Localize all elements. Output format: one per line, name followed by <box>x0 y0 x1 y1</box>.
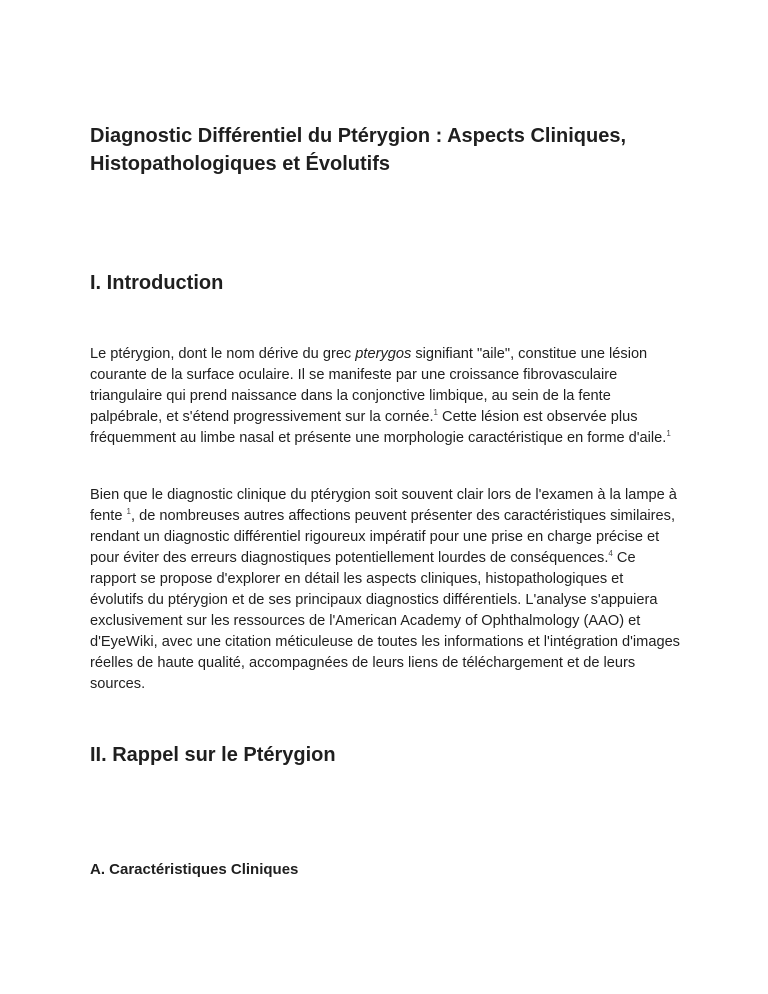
footnote-ref[interactable]: 4 <box>608 549 613 559</box>
section-heading-introduction: I. Introduction <box>90 272 224 294</box>
text-run: Ce rapport se propose d'explorer en détail les aspects cliniques, histopathologiques et évolutifs du ptérygion et de ses principaux diagnostics différentiels. L'analyse s'appuiera exclusivement sur les ressources de l'American Academy of Ophthalmology (AAO) et d'EyeWiki, avec une citation méticuleuse de toutes les informations et l'intégration d'images réelles de haute qualité, accompagnées de leurs liens de téléchargement et de leurs sources. <box>90 550 680 692</box>
text-run: Bien que le diagnostic clinique du ptérygion soit souvent clair lors de l'examen à la lampe à fente <box>90 487 677 524</box>
text-run: signifiant "aile", constitue une lésion courante de la surface oculaire. Il se manifeste par une croissance fibrovasculaire triangulaire qui prend naissance dans la conjonctive limbique, au sein de la fente palpébrale, et s'étend progressivement sur la cornée. <box>90 346 648 425</box>
text-run: , de nombreuses autres affections peuvent présenter des caractéristiques similaires, rendant un diagnostic différentiel rigoureux impératif pour une prise en charge précise et pour éviter des erreurs diagnostiques potentiellement lourdes de conséquences. <box>90 508 675 566</box>
footnote-ref[interactable]: 1 <box>666 429 671 439</box>
footnote-ref[interactable]: 1 <box>126 507 131 517</box>
italic-term: pterygos <box>355 346 412 362</box>
paragraph-introduction-1 <box>90 344 680 449</box>
subsection-heading-caracteristiques: A. Caractéristiques Cliniques <box>90 861 299 878</box>
paragraph-introduction-2 <box>90 485 680 695</box>
text-run: Cette lésion est observée plus fréquemment au limbe nasal et présente une morphologie caractéristique en forme d'aile. <box>90 409 667 446</box>
document-title: Diagnostic Différentiel du Ptérygion : Aspects Cliniques, Histopathologiques et Évolutifs <box>90 125 627 175</box>
text-run: Le ptérygion, dont le nom dérive du grec <box>90 346 356 362</box>
footnote-ref[interactable]: 1 <box>433 408 438 418</box>
section-heading-rappel: II. Rappel sur le Ptérygion <box>90 744 336 766</box>
